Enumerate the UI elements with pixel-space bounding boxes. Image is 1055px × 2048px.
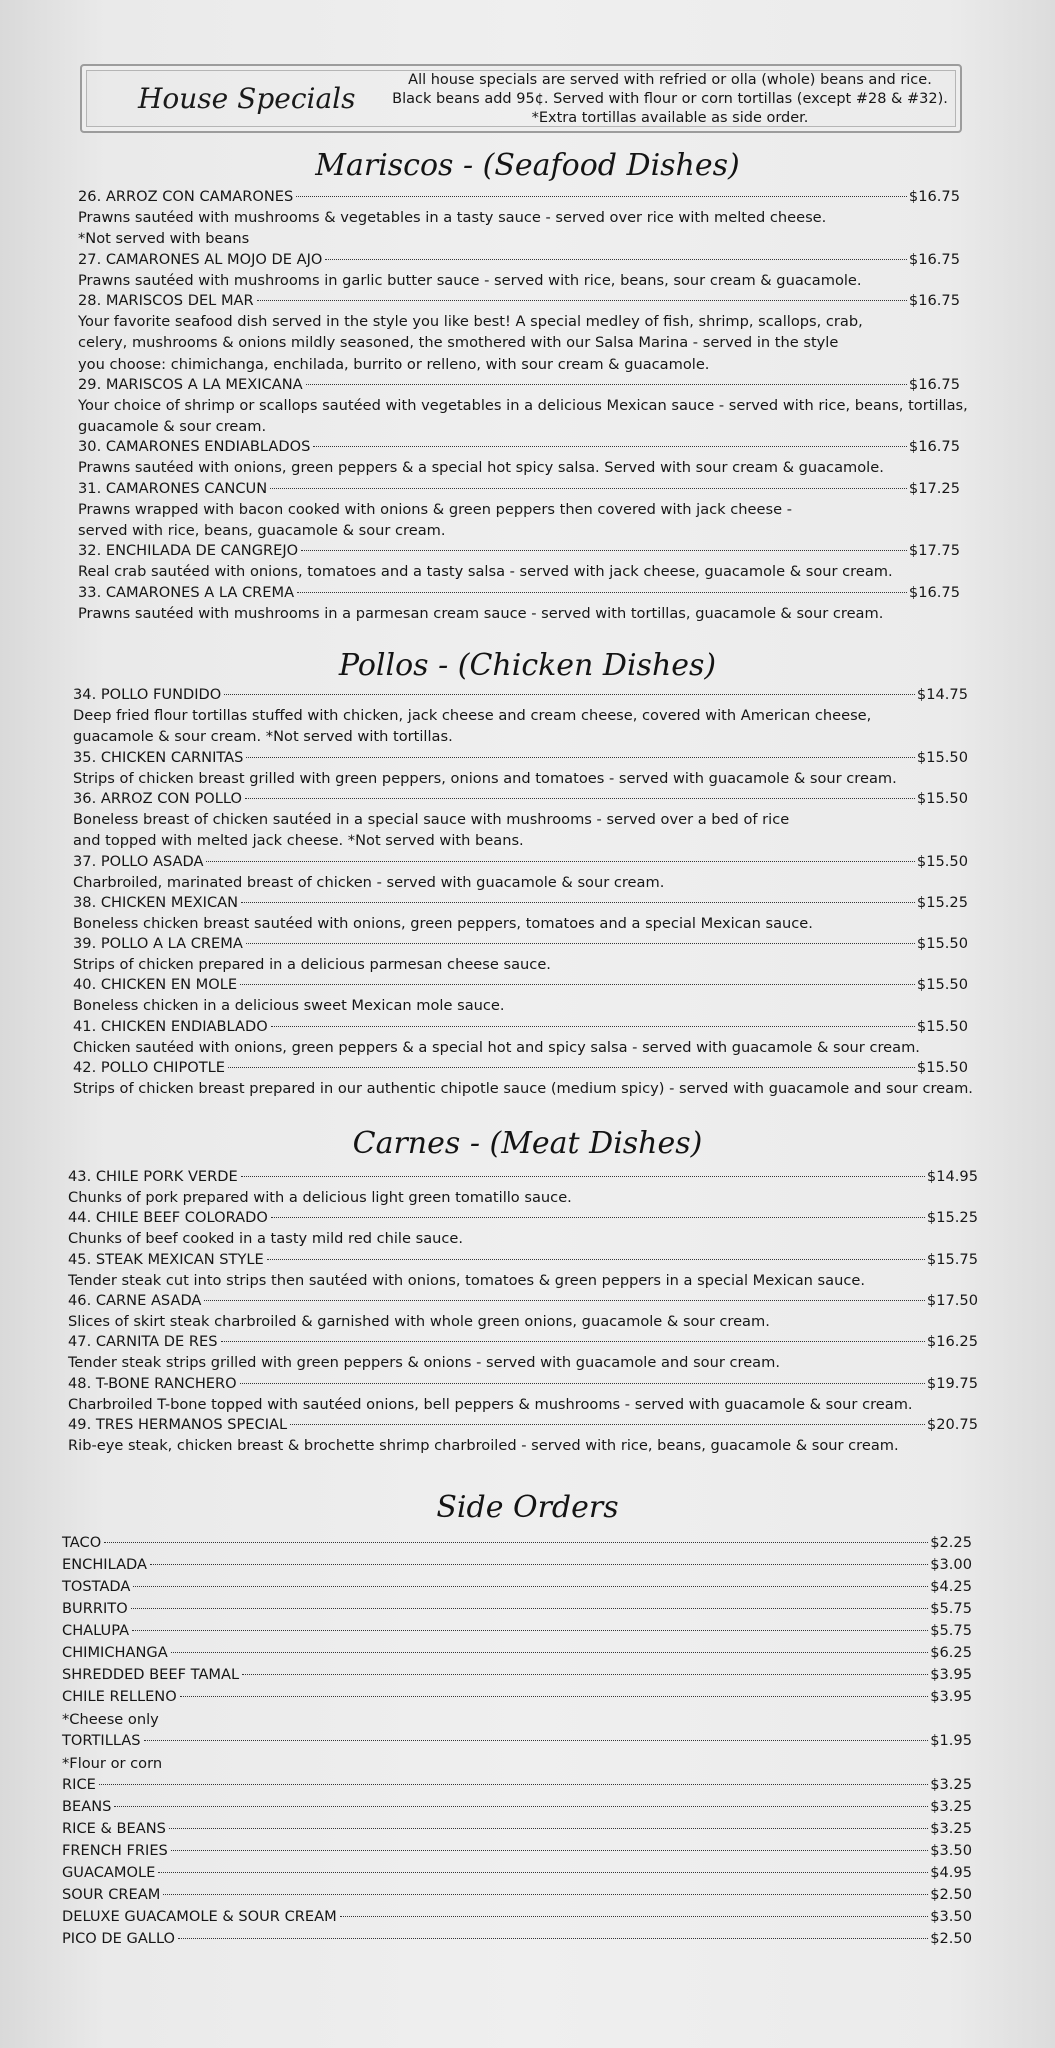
menu-item-price: $19.75 xyxy=(926,1374,978,1392)
menu-item-price: $3.25 xyxy=(930,1798,972,1815)
dot-leader xyxy=(313,446,907,447)
menu-item-row xyxy=(62,1929,972,1949)
menu-item-price: $16.75 xyxy=(908,583,960,601)
menu-item-row xyxy=(62,1819,972,1839)
house-specials-note xyxy=(390,71,950,128)
menu-item-name: BEANS xyxy=(62,1798,112,1815)
menu-item-price: $15.50 xyxy=(916,1017,968,1035)
menu-item-name: 35. CHICKEN CARNITAS xyxy=(73,748,244,766)
menu-item-price: $17.50 xyxy=(926,1291,978,1309)
menu-item-row xyxy=(73,685,968,705)
dot-leader xyxy=(241,902,915,903)
menu-item-name: 48. T-BONE RANCHERO xyxy=(68,1374,237,1392)
menu-item-name: CHILE RELLENO xyxy=(62,1688,177,1705)
menu-item-row xyxy=(78,541,960,561)
menu-item-description: celery, mushrooms & onions mildly seasoned, the smothered with our Salsa Marina - served in the style xyxy=(78,334,839,352)
menu-item-row xyxy=(62,1731,972,1751)
menu-item-price: $15.50 xyxy=(916,789,968,807)
menu-item-name: 36. ARROZ CON POLLO xyxy=(73,789,242,807)
menu-item-description: Chunks of pork prepared with a delicious light green tomatillo sauce. xyxy=(68,1189,572,1206)
menu-item-name: RICE xyxy=(62,1776,96,1793)
menu-item-name: CHALUPA xyxy=(62,1622,130,1639)
note-line: *Extra tortillas available as side order. xyxy=(531,110,809,126)
dot-leader xyxy=(267,1259,925,1260)
dot-leader xyxy=(296,196,907,197)
menu-item-price: $2.25 xyxy=(930,1534,972,1551)
menu-item-description: Rib-eye steak, chicken breast & brochette shrimp charbroiled - served with rice, beans, guacamole & sour cream. xyxy=(68,1436,899,1454)
menu-item-description: Boneless chicken breast sautéed with onions, green peppers, tomatoes and a special Mexican sauce. xyxy=(73,914,813,932)
menu-item-name: 29. MARISCOS A LA MEXICANA xyxy=(78,375,303,393)
menu-item-name: 49. TRES HERMANOS SPECIAL xyxy=(68,1415,288,1433)
menu-item-name: BURRITO xyxy=(62,1600,128,1617)
menu-item-row xyxy=(68,1167,978,1187)
menu-item-name: SOUR CREAM xyxy=(62,1886,161,1903)
menu-item-price: $15.25 xyxy=(916,893,968,911)
menu-item-description: Strips of chicken prepared in a delicious parmesan cheese sauce. xyxy=(73,956,551,974)
menu-item-name: 37. POLLO ASADA xyxy=(73,852,204,870)
menu-item-row xyxy=(62,1885,972,1905)
menu-item-name: CHIMICHANGA xyxy=(62,1644,168,1661)
side-order-note: *Flour or corn xyxy=(62,1755,163,1772)
menu-item-price: $16.75 xyxy=(908,438,960,456)
menu-item-row xyxy=(68,1374,978,1394)
dot-leader xyxy=(224,694,915,695)
menu-item-description: Slices of skirt steak charbroiled & garnished with whole green onions, guacamole & sour cream. xyxy=(68,1312,770,1330)
menu-item-description: served with rice, beans, guacamole & sour cream. xyxy=(78,522,446,539)
menu-item-row xyxy=(68,1250,978,1270)
dot-leader xyxy=(270,488,907,489)
menu-item-price: $15.50 xyxy=(916,1059,968,1076)
menu-item-description: Chunks of beef cooked in a tasty mild red chile sauce. xyxy=(68,1230,464,1248)
dot-leader xyxy=(163,1894,928,1895)
dot-leader xyxy=(171,1652,928,1653)
menu-item-name: 38. CHICKEN MEXICAN xyxy=(73,893,239,911)
menu-item-price: $16.25 xyxy=(926,1333,978,1351)
dot-leader xyxy=(180,1696,929,1697)
menu-item-row xyxy=(73,975,968,995)
menu-item-name: 41. CHICKEN ENDIABLADO xyxy=(73,1017,268,1035)
dot-leader xyxy=(246,757,915,758)
menu-item-name: 34. POLLO FUNDIDO xyxy=(73,686,222,703)
menu-item-row xyxy=(68,1415,978,1435)
dot-leader xyxy=(240,984,915,985)
menu-item-name: 47. CARNITA DE RES xyxy=(68,1333,218,1351)
menu-item-name: 30. CAMARONES ENDIABLADOS xyxy=(78,438,311,456)
menu-item-description: Chicken sautéed with onions, green peppers & a special hot and spicy salsa - served with guacamole & sour cream. xyxy=(73,1038,920,1056)
menu-item-description: Your choice of shrimp or scallops sautéed with vegetables in a delicious Mexican sauce - served with rice, beans, tortillas, xyxy=(78,396,968,414)
menu-item-row xyxy=(62,1863,972,1883)
menu-item-price: $16.75 xyxy=(908,291,960,309)
menu-item-price: $2.50 xyxy=(930,1886,972,1903)
menu-item-name: 28. MARISCOS DEL MAR xyxy=(78,291,254,309)
dot-leader xyxy=(340,1916,929,1917)
dot-leader xyxy=(133,1586,928,1587)
menu-item-name: 45. STEAK MEXICAN STYLE xyxy=(68,1250,264,1268)
menu-item-price: $17.75 xyxy=(908,542,960,560)
menu-item-name: 46. CARNE ASADA xyxy=(68,1291,202,1309)
menu-item-name: ENCHILADA xyxy=(62,1556,148,1573)
menu-item-price: $3.50 xyxy=(930,1908,972,1925)
menu-item-price: $14.95 xyxy=(926,1168,978,1185)
dot-leader xyxy=(150,1564,928,1565)
menu-item-row xyxy=(73,748,968,768)
dot-leader xyxy=(178,1938,928,1939)
menu-item-description: Boneless breast of chicken sautéed in a special sauce with mushrooms - served over a bed of rice xyxy=(73,810,790,828)
menu-item-name: FRENCH FRIES xyxy=(62,1842,168,1859)
dot-leader xyxy=(245,798,915,799)
menu-item-price: $3.25 xyxy=(930,1776,972,1793)
pollos-section-title: Pollos - (Chicken Dishes) xyxy=(338,648,717,683)
menu-item-row xyxy=(78,437,960,457)
menu-item-description: you choose: chimichanga, enchilada, burrito or relleno, with sour cream & guacamole. xyxy=(78,355,710,373)
menu-item-row xyxy=(62,1643,972,1663)
dot-leader xyxy=(221,1341,925,1342)
menu-item-price: $14.75 xyxy=(916,686,968,703)
menu-item-name: 39. POLLO A LA CREMA xyxy=(73,935,243,953)
dot-leader xyxy=(325,259,907,260)
dot-leader xyxy=(297,592,907,593)
menu-item-name: 33. CAMARONES A LA CREMA xyxy=(78,583,295,601)
menu-item-description: Tender steak cut into strips then sautéed with onions, tomatoes & green peppers in a special Mexican sauce. xyxy=(68,1271,865,1289)
menu-item-row xyxy=(78,291,960,311)
menu-item-name: DELUXE GUACAMOLE & SOUR CREAM xyxy=(62,1908,337,1925)
dot-leader xyxy=(290,1424,925,1425)
menu-item-price: $15.50 xyxy=(916,976,968,994)
menu-item-price: $3.00 xyxy=(930,1556,972,1573)
menu-item-price: $15.25 xyxy=(926,1209,978,1227)
menu-item-description: Tender steak strips grilled with green peppers & onions - served with guacamole and sour cream. xyxy=(68,1354,780,1372)
dot-leader xyxy=(271,1217,925,1218)
menu-item-price: $4.25 xyxy=(930,1578,972,1595)
menu-item-name: 43. CHILE PORK VERDE xyxy=(68,1168,238,1185)
menu-item-price: $5.75 xyxy=(930,1622,972,1639)
menu-item-price: $1.95 xyxy=(930,1732,972,1749)
menu-item-row xyxy=(68,1332,978,1352)
dot-leader xyxy=(99,1784,928,1785)
menu-item-description: guacamole & sour cream. xyxy=(78,418,267,436)
carnes-section-title: Carnes - (Meat Dishes) xyxy=(352,1126,703,1161)
menu-item-row xyxy=(73,1058,968,1078)
dot-leader xyxy=(132,1630,928,1631)
side-orders-section-title: Side Orders xyxy=(436,1490,619,1525)
note-line: All house specials are served with refried or olla (whole) beans and rice. xyxy=(408,72,932,88)
menu-item-price: $15.75 xyxy=(926,1250,978,1268)
menu-item-price: $5.75 xyxy=(930,1600,972,1617)
dot-leader xyxy=(158,1872,928,1873)
menu-item-row xyxy=(62,1775,972,1795)
menu-item-price: $17.25 xyxy=(908,479,960,497)
menu-item-price: $16.75 xyxy=(908,188,960,205)
dot-leader xyxy=(114,1806,928,1807)
menu-item-description: Prawns sautéed with onions, green peppers & a special hot spicy salsa. Served with sour cream & guacamole. xyxy=(78,459,884,477)
menu-item-description: Prawns sautéed with mushrooms in a parmesan cream sauce - served with tortillas, guacamole & sour cream. xyxy=(78,604,884,622)
dot-leader xyxy=(242,1674,928,1675)
dot-leader xyxy=(240,1383,925,1384)
menu-item-name: 31. CAMARONES CANCUN xyxy=(78,479,268,497)
menu-item-description: Strips of chicken breast grilled with green peppers, onions and tomatoes - served with guacamole & sour cream. xyxy=(73,769,897,787)
menu-item-price: $20.75 xyxy=(926,1415,978,1433)
menu-item-name: 44. CHILE BEEF COLORADO xyxy=(68,1209,268,1227)
dot-leader xyxy=(104,1542,928,1543)
dot-leader xyxy=(169,1828,928,1829)
menu-item-description: Boneless chicken in a delicious sweet Mexican mole sauce. xyxy=(73,997,505,1015)
menu-item-row xyxy=(62,1555,972,1575)
menu-item-name: TOSTADA xyxy=(62,1578,131,1595)
menu-item-price: $6.25 xyxy=(930,1644,972,1661)
menu-item-description: Charbroiled, marinated breast of chicken - served with guacamole & sour cream. xyxy=(73,873,665,891)
menu-item-name: 42. POLLO CHIPOTLE xyxy=(73,1059,226,1076)
menu-item-name: SHREDDED BEEF TAMAL xyxy=(62,1666,240,1683)
menu-item-description: Deep fried flour tortillas stuffed with chicken, jack cheese and cream cheese, covered with American cheese, xyxy=(73,707,872,724)
dot-leader xyxy=(246,943,915,944)
menu-item-row xyxy=(62,1533,972,1553)
menu-item-row xyxy=(62,1665,972,1685)
dot-leader xyxy=(171,1850,928,1851)
menu-item-row xyxy=(73,1017,968,1037)
menu-item-description: Real crab sautéed with onions, tomatoes and a tasty salsa - served with jack cheese, guacamole & sour cream. xyxy=(78,563,893,581)
dot-leader xyxy=(206,861,914,862)
menu-item-price: $3.95 xyxy=(930,1688,972,1705)
menu-item-name: 32. ENCHILADA DE CANGREJO xyxy=(78,542,299,560)
menu-item-description: *Not served with beans xyxy=(78,230,250,248)
dot-leader xyxy=(131,1608,929,1609)
house-specials-title: House Specials xyxy=(138,82,356,115)
menu-item-row xyxy=(62,1797,972,1817)
dot-leader xyxy=(228,1067,915,1068)
menu-item-row xyxy=(73,893,968,913)
house-specials-header xyxy=(80,64,962,133)
menu-item-description: Strips of chicken breast prepared in our authentic chipotle sauce (medium spicy) - served with guacamole and sour cream. xyxy=(73,1080,973,1097)
dot-leader xyxy=(241,1176,925,1177)
menu-item-row xyxy=(73,934,968,954)
menu-item-row xyxy=(78,583,960,603)
dot-leader xyxy=(144,1740,929,1741)
menu-item-description: Your favorite seafood dish served in the style you like best! A special medley of fish, shrimp, scallops, crab, xyxy=(78,312,863,330)
mariscos-section-title: Mariscos - (Seafood Dishes) xyxy=(315,148,740,183)
note-line: Black beans add 95¢. Served with flour or corn tortillas (except #28 & #32). xyxy=(392,91,948,107)
menu-item-description: Prawns sautéed with mushrooms & vegetables in a tasty sauce - served over rice with melted cheese. xyxy=(78,209,827,226)
menu-item-row xyxy=(62,1621,972,1641)
menu-item-row xyxy=(68,1208,978,1228)
menu-item-row xyxy=(68,1291,978,1311)
menu-item-description: Prawns wrapped with bacon cooked with onions & green peppers then covered with jack cheese - xyxy=(78,500,792,518)
menu-item-price: $3.25 xyxy=(930,1820,972,1837)
menu-item-row xyxy=(62,1599,972,1619)
menu-item-description: Prawns sautéed with mushrooms in garlic butter sauce - served with rice, beans, sour cream & guacamole. xyxy=(78,271,862,289)
menu-item-name: TORTILLAS xyxy=(62,1732,141,1749)
menu-item-row xyxy=(78,479,960,499)
menu-item-price: $3.95 xyxy=(930,1666,972,1683)
menu-item-row xyxy=(62,1907,972,1927)
menu-item-description: Charbroiled T-bone topped with sautéed onions, bell peppers & mushrooms - served with guacamole & sour cream. xyxy=(68,1395,913,1413)
menu-item-description: and topped with melted jack cheese. *Not served with beans. xyxy=(73,832,524,850)
menu-item-row xyxy=(78,375,960,395)
menu-item-price: $15.50 xyxy=(916,852,968,870)
dot-leader xyxy=(306,384,907,385)
menu-item-name: GUACAMOLE xyxy=(62,1864,156,1881)
menu-item-name: PICO DE GALLO xyxy=(62,1930,176,1947)
menu-item-row xyxy=(62,1687,972,1707)
menu-item-price: $16.75 xyxy=(908,375,960,393)
menu-item-row xyxy=(73,789,968,809)
menu-item-row xyxy=(73,852,968,872)
dot-leader xyxy=(257,300,907,301)
menu-item-price: $3.50 xyxy=(930,1842,972,1859)
menu-item-name: 26. ARROZ CON CAMARONES xyxy=(78,188,294,205)
menu-item-name: RICE & BEANS xyxy=(62,1820,166,1837)
menu-item-price: $15.50 xyxy=(916,748,968,766)
menu-item-price: $2.50 xyxy=(930,1930,972,1947)
dot-leader xyxy=(271,1026,915,1027)
menu-item-row xyxy=(78,250,960,270)
menu-item-price: $16.75 xyxy=(908,250,960,268)
menu-item-price: $4.95 xyxy=(930,1864,972,1881)
menu-item-name: 40. CHICKEN EN MOLE xyxy=(73,976,238,994)
menu-item-name: 27. CAMARONES AL MOJO DE AJO xyxy=(78,250,323,268)
dot-leader xyxy=(204,1300,925,1301)
menu-item-price: $15.50 xyxy=(916,935,968,953)
menu-item-description: guacamole & sour cream. *Not served with tortillas. xyxy=(73,728,453,746)
side-order-note: *Cheese only xyxy=(62,1711,159,1728)
menu-item-row xyxy=(62,1841,972,1861)
dot-leader xyxy=(301,550,907,551)
menu-item-row xyxy=(78,187,960,207)
menu-item-row xyxy=(62,1577,972,1597)
menu-item-name: TACO xyxy=(62,1534,102,1551)
